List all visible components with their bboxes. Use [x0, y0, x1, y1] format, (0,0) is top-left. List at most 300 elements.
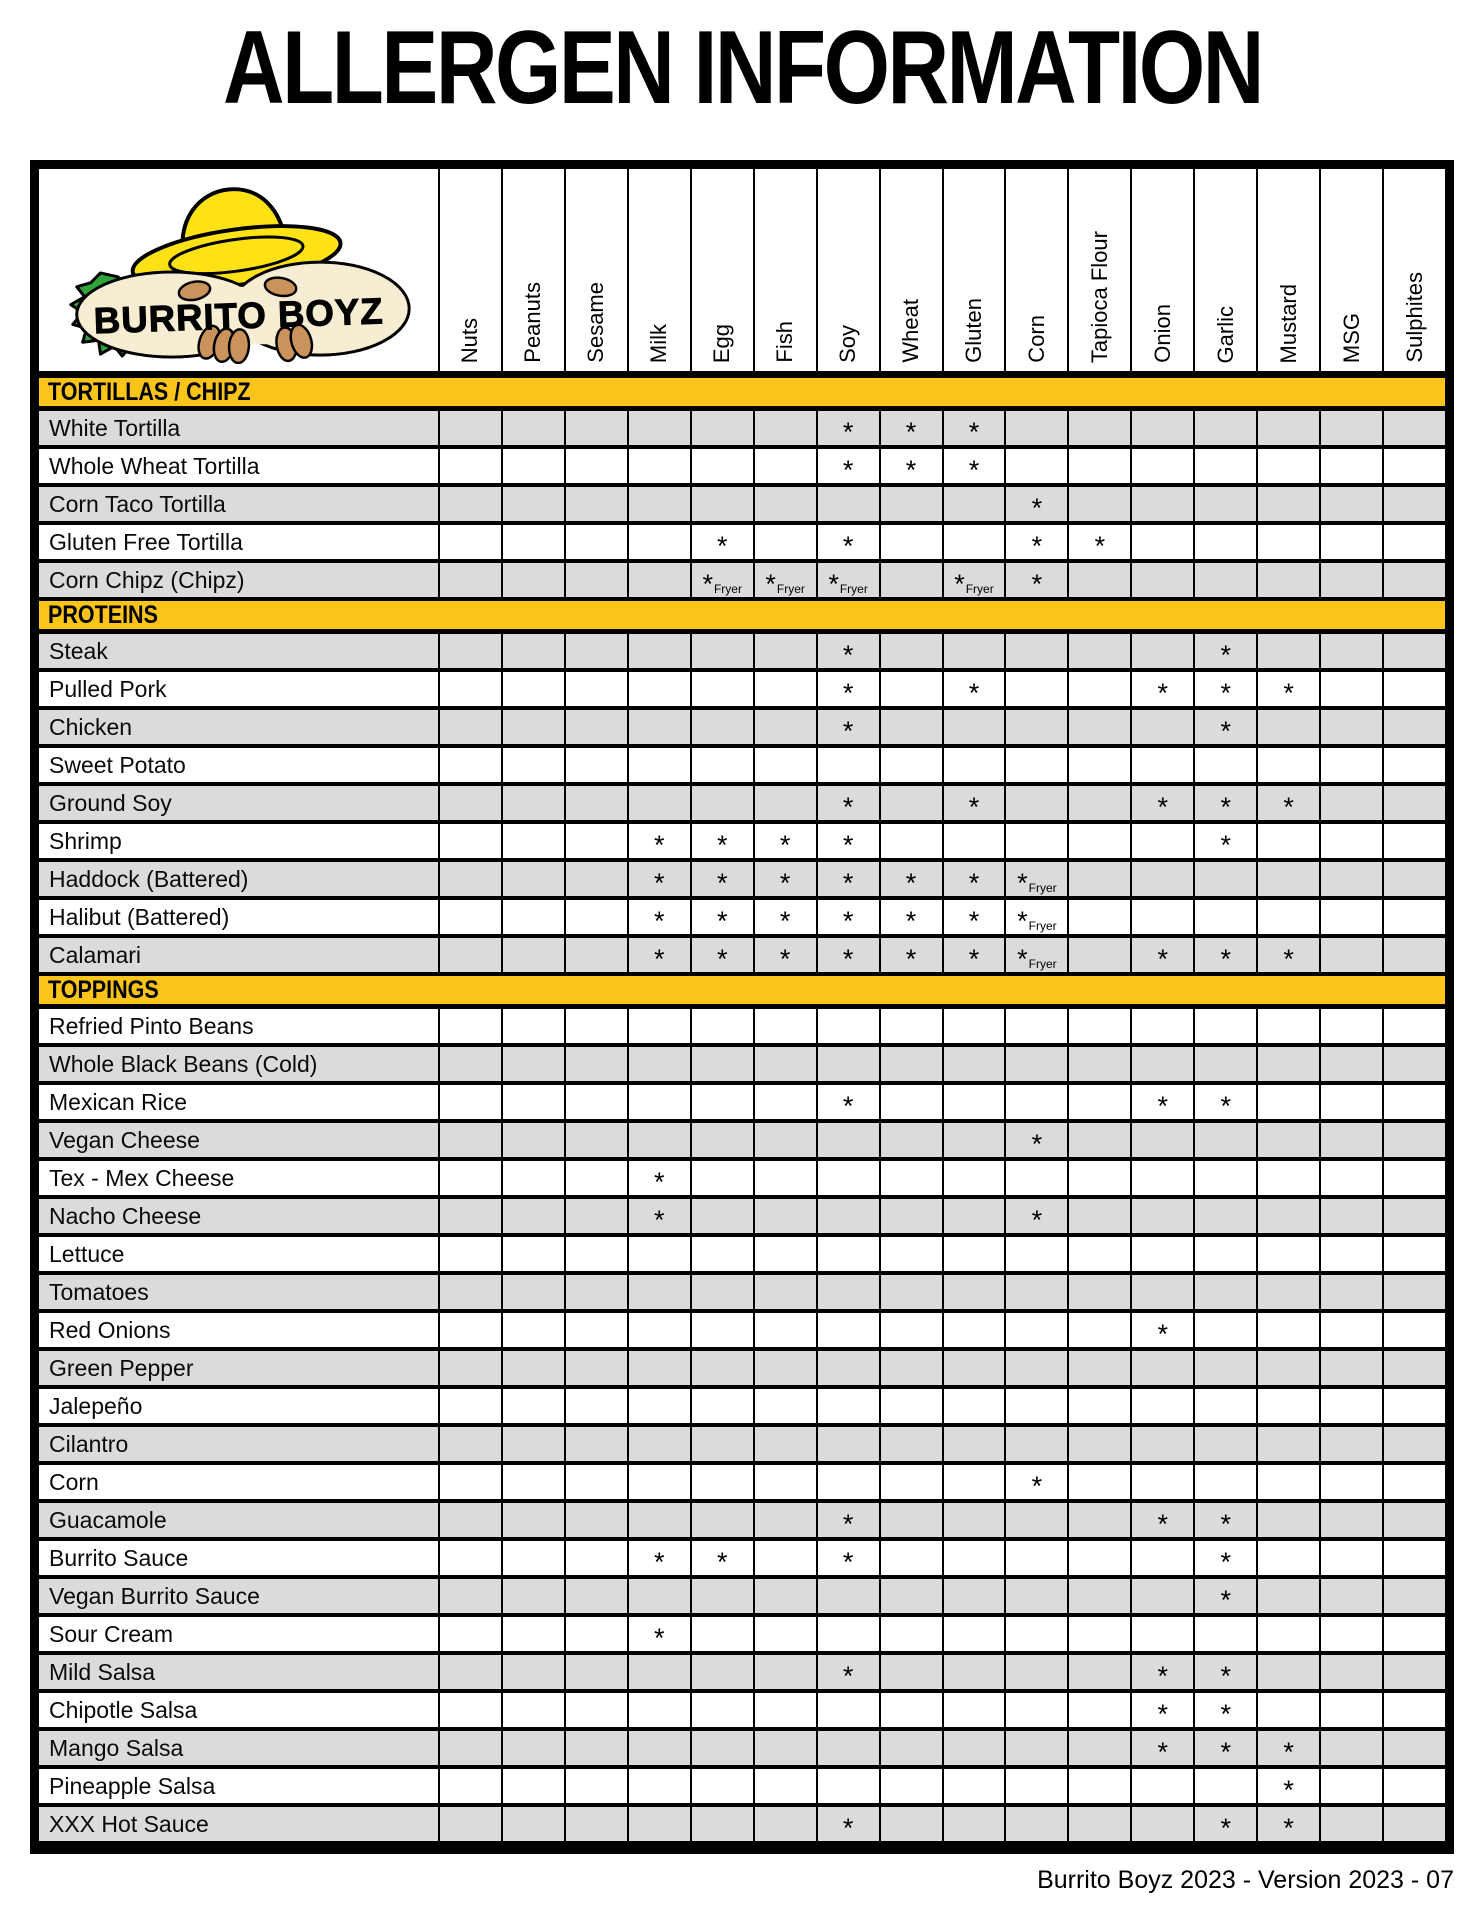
allergen-cell-tapioca-flour: [1069, 672, 1130, 706]
item-label: Vegan Burrito Sauce: [39, 1579, 438, 1613]
allergen-cell-soy: [818, 938, 879, 972]
allergen-cell-mustard: [1258, 1123, 1319, 1157]
allergen-cell-mustard: [1258, 1465, 1319, 1499]
allergen-cell-sulphites: [1384, 1199, 1445, 1233]
allergen-cell-peanuts: [503, 1541, 564, 1575]
allergen-cell-msg: [1321, 1731, 1382, 1765]
allergen-cell-wheat: [881, 487, 942, 521]
allergen-mark: *: [842, 791, 854, 820]
allergen-cell-egg: [692, 563, 753, 597]
allergen-mark: *: [842, 867, 854, 896]
allergen-mark: *: [779, 829, 791, 858]
item-label: Gluten Free Tortilla: [39, 525, 438, 559]
allergen-cell-peanuts: [503, 1769, 564, 1803]
allergen-cell-milk: [629, 1123, 690, 1157]
table-row-lettuce: [39, 1237, 1445, 1275]
allergen-cell-egg: [692, 672, 753, 706]
allergen-cell-milk: [629, 1807, 690, 1841]
allergen-cell-tapioca-flour: [1069, 449, 1130, 483]
allergen-cell-sesame: [566, 1693, 627, 1727]
allergen-cell-wheat: [881, 411, 942, 445]
allergen-cell-garlic: [1195, 1769, 1256, 1803]
column-header-label: Peanuts: [520, 282, 546, 363]
allergen-cell-tapioca-flour: [1069, 1503, 1130, 1537]
table-row-tex-mex-cheese: [39, 1161, 1445, 1199]
allergen-cell-nuts: [440, 1123, 501, 1157]
section-bar-toppings: [39, 976, 1445, 1009]
allergen-cell-gluten: [944, 1807, 1005, 1841]
allergen-cell-tapioca-flour: [1069, 938, 1130, 972]
allergen-cell-milk: [629, 1769, 690, 1803]
allergen-cell-fish: [755, 1465, 816, 1499]
allergen-cell-peanuts: [503, 710, 564, 744]
allergen-cell-fish: [755, 1427, 816, 1461]
allergen-cell-fish: [755, 1009, 816, 1043]
item-label: Ground Soy: [39, 786, 438, 820]
allergen-mark: *: [1031, 492, 1043, 521]
allergen-cell-egg: [692, 1237, 753, 1271]
allergen-cell-sulphites: [1384, 786, 1445, 820]
allergen-cell-mustard: [1258, 634, 1319, 668]
allergen-mark: *: [1220, 1090, 1231, 1119]
allergen-cell-wheat: [881, 824, 942, 858]
table-row-corn-taco-tortilla: [39, 487, 1445, 525]
allergen-cell-milk: [629, 1085, 690, 1119]
allergen-cell-milk: [629, 525, 690, 559]
allergen-mark: *: [779, 943, 791, 972]
allergen-mark: *: [1157, 1698, 1169, 1727]
allergen-mark: *: [842, 1090, 854, 1119]
allergen-cell-sulphites: [1384, 1161, 1445, 1195]
item-label: Halibut (Battered): [39, 900, 438, 934]
allergen-cell-soy: [818, 1465, 879, 1499]
item-label: Chipotle Salsa: [39, 1693, 438, 1727]
allergen-mark: *: [968, 791, 980, 820]
allergen-cell-msg: [1321, 1123, 1382, 1157]
allergen-cell-mustard: [1258, 672, 1319, 706]
table-row-vegan-cheese: [39, 1123, 1445, 1161]
allergen-cell-tapioca-flour: [1069, 1047, 1130, 1081]
allergen-cell-garlic: [1195, 1655, 1256, 1689]
table-row-haddock-battered: [39, 862, 1445, 900]
allergen-cell-fish: [755, 1237, 816, 1271]
allergen-cell-tapioca-flour: [1069, 1541, 1130, 1575]
allergen-cell-mustard: [1258, 786, 1319, 820]
allergen-cell-gluten: [944, 1655, 1005, 1689]
allergen-mark: *: [905, 416, 917, 445]
allergen-cell-sesame: [566, 1009, 627, 1043]
allergen-cell-milk: [629, 862, 690, 896]
allergen-cell-gluten: [944, 1427, 1005, 1461]
allergen-cell-milk: [629, 411, 690, 445]
allergen-cell-sesame: [566, 525, 627, 559]
allergen-cell-nuts: [440, 938, 501, 972]
allergen-cell-gluten: [944, 1389, 1005, 1423]
allergen-cell-corn: [1006, 1769, 1067, 1803]
item-label: Calamari: [39, 938, 438, 972]
allergen-cell-wheat: [881, 1427, 942, 1461]
allergen-cell-sesame: [566, 487, 627, 521]
allergen-mark: *: [1031, 1470, 1043, 1499]
allergen-cell-gluten: [944, 1237, 1005, 1271]
allergen-cell-peanuts: [503, 1655, 564, 1689]
allergen-cell-wheat: [881, 1237, 942, 1271]
column-header-nuts: [440, 169, 501, 371]
fryer-note: Fryer: [965, 582, 994, 596]
allergen-cell-mustard: [1258, 1275, 1319, 1309]
allergen-cell-corn: [1006, 1161, 1067, 1195]
allergen-cell-corn: [1006, 710, 1067, 744]
allergen-cell-nuts: [440, 1275, 501, 1309]
allergen-cell-msg: [1321, 1275, 1382, 1309]
allergen-cell-onion: [1132, 1503, 1193, 1537]
allergen-cell-onion: [1132, 824, 1193, 858]
allergen-mark: *: [1031, 1128, 1043, 1157]
allergen-cell-corn: [1006, 1199, 1067, 1233]
allergen-cell-fish: [755, 1161, 816, 1195]
column-header-corn: [1006, 169, 1067, 371]
item-label: Corn: [39, 1465, 438, 1499]
allergen-mark: *: [716, 943, 728, 972]
table-row-whole-wheat-tortilla: [39, 449, 1445, 487]
allergen-cell-garlic: [1195, 1275, 1256, 1309]
allergen-cell-gluten: [944, 1693, 1005, 1727]
allergen-cell-tapioca-flour: [1069, 1085, 1130, 1119]
allergen-cell-sesame: [566, 449, 627, 483]
item-label: Pineapple Salsa: [39, 1769, 438, 1803]
section-title: [39, 378, 1445, 406]
allergen-cell-corn: [1006, 786, 1067, 820]
allergen-cell-milk: [629, 634, 690, 668]
allergen-cell-egg: [692, 900, 753, 934]
allergen-cell-gluten: [944, 1199, 1005, 1233]
allergen-mark: *: [1283, 1774, 1294, 1803]
allergen-cell-gluten: [944, 1275, 1005, 1309]
allergen-cell-milk: [629, 1351, 690, 1385]
allergen-cell-sesame: [566, 1731, 627, 1765]
item-label: Vegan Cheese: [39, 1123, 438, 1157]
allergen-cell-gluten: [944, 1769, 1005, 1803]
allergen-cell-sulphites: [1384, 862, 1445, 896]
allergen-cell-corn: [1006, 938, 1067, 972]
allergen-cell-egg: [692, 786, 753, 820]
allergen-cell-fish: [755, 1807, 816, 1841]
allergen-cell-peanuts: [503, 1807, 564, 1841]
allergen-cell-onion: [1132, 1313, 1193, 1347]
allergen-cell-fish: [755, 1693, 816, 1727]
allergen-cell-corn: [1006, 862, 1067, 896]
allergen-mark: *: [654, 829, 665, 858]
allergen-mark: *: [905, 867, 917, 896]
allergen-cell-sulphites: [1384, 1389, 1445, 1423]
allergen-cell-egg: [692, 449, 753, 483]
allergen-cell-sulphites: [1384, 1313, 1445, 1347]
allergen-cell-sesame: [566, 1047, 627, 1081]
allergen-cell-msg: [1321, 1161, 1382, 1195]
allergen-cell-sulphites: [1384, 411, 1445, 445]
item-label: Tomatoes: [39, 1275, 438, 1309]
allergen-cell-corn: [1006, 1351, 1067, 1385]
allergen-mark: *: [654, 867, 665, 896]
allergen-cell-garlic: [1195, 449, 1256, 483]
allergen-cell-egg: [692, 525, 753, 559]
allergen-cell-onion: [1132, 411, 1193, 445]
item-label: Cilantro: [39, 1427, 438, 1461]
allergen-cell-sesame: [566, 1313, 627, 1347]
allergen-cell-onion: [1132, 748, 1193, 782]
allergen-cell-mustard: [1258, 710, 1319, 744]
allergen-cell-corn: [1006, 1275, 1067, 1309]
allergen-cell-msg: [1321, 1503, 1382, 1537]
allergen-cell-tapioca-flour: [1069, 1579, 1130, 1613]
allergen-cell-garlic: [1195, 900, 1256, 934]
allergen-cell-msg: [1321, 487, 1382, 521]
brand-logo: [39, 169, 438, 371]
table-row-white-tortilla: [39, 411, 1445, 449]
table-row-vegan-burrito-sauce: [39, 1579, 1445, 1617]
section-title-label: TOPPINGS: [48, 975, 159, 1004]
column-header-label: Sesame: [583, 282, 609, 363]
allergen-cell-fish: [755, 748, 816, 782]
allergen-mark: *: [968, 677, 980, 706]
allergen-mark: *: [1220, 1546, 1231, 1575]
allergen-cell-mustard: [1258, 1047, 1319, 1081]
allergen-mark: *: [1220, 1584, 1231, 1613]
allergen-cell-egg: [692, 1693, 753, 1727]
allergen-mark: *: [1031, 530, 1043, 559]
allergen-mark: *: [842, 943, 854, 972]
section-title-label: PROTEINS: [48, 600, 158, 629]
allergen-cell-wheat: [881, 1161, 942, 1195]
allergen-mark: *: [842, 1546, 854, 1575]
allergen-cell-fish: [755, 938, 816, 972]
allergen-mark: *: [1220, 1508, 1231, 1537]
column-header-tapioca-flour: [1069, 169, 1130, 371]
allergen-mark: *: [1157, 1736, 1169, 1765]
allergen-cell-egg: [692, 1769, 753, 1803]
item-label: Jalepeño: [39, 1389, 438, 1423]
allergen-cell-tapioca-flour: [1069, 1655, 1130, 1689]
allergen-cell-onion: [1132, 786, 1193, 820]
allergen-cell-wheat: [881, 1085, 942, 1119]
allergen-cell-soy: [818, 1655, 879, 1689]
table-row-corn-chipz-chipz: [39, 563, 1445, 601]
allergen-cell-milk: [629, 1541, 690, 1575]
allergen-cell-egg: [692, 1313, 753, 1347]
allergen-cell-gluten: [944, 1009, 1005, 1043]
allergen-mark: *: [716, 867, 728, 896]
column-header-label: Gluten: [960, 298, 986, 363]
allergen-cell-msg: [1321, 1009, 1382, 1043]
allergen-cell-onion: [1132, 710, 1193, 744]
allergen-cell-wheat: [881, 786, 942, 820]
allergen-cell-gluten: [944, 525, 1005, 559]
allergen-cell-onion: [1132, 1617, 1193, 1651]
allergen-mark: *: [1283, 1736, 1294, 1765]
allergen-cell-peanuts: [503, 1275, 564, 1309]
allergen-cell-peanuts: [503, 824, 564, 858]
allergen-cell-tapioca-flour: [1069, 1351, 1130, 1385]
allergen-cell-soy: [818, 786, 879, 820]
allergen-cell-nuts: [440, 1541, 501, 1575]
allergen-cell-onion: [1132, 487, 1193, 521]
allergen-cell-soy: [818, 1617, 879, 1651]
allergen-mark: *: [654, 905, 665, 934]
allergen-mark: *: [654, 1204, 665, 1233]
column-header-soy: [818, 169, 879, 371]
allergen-cell-egg: [692, 1617, 753, 1651]
allergen-cell-tapioca-flour: [1069, 1199, 1130, 1233]
allergen-cell-sulphites: [1384, 1503, 1445, 1537]
allergen-cell-gluten: [944, 862, 1005, 896]
table-header-row: [39, 169, 1445, 378]
allergen-cell-tapioca-flour: [1069, 634, 1130, 668]
allergen-cell-wheat: [881, 1693, 942, 1727]
allergen-cell-sulphites: [1384, 672, 1445, 706]
allergen-cell-sulphites: [1384, 1655, 1445, 1689]
allergen-cell-nuts: [440, 1313, 501, 1347]
allergen-cell-sulphites: [1384, 1047, 1445, 1081]
allergen-cell-tapioca-flour: [1069, 710, 1130, 744]
page-title: ALLERGEN INFORMATION: [222, 10, 1262, 126]
allergen-cell-corn: [1006, 1047, 1067, 1081]
allergen-cell-sesame: [566, 824, 627, 858]
column-header-fish: [755, 169, 816, 371]
allergen-cell-corn: [1006, 1389, 1067, 1423]
allergen-cell-mustard: [1258, 563, 1319, 597]
allergen-cell-garlic: [1195, 1047, 1256, 1081]
allergen-mark: *: [1220, 677, 1231, 706]
allergen-cell-soy: [818, 824, 879, 858]
allergen-cell-wheat: [881, 563, 942, 597]
table-row-sour-cream: [39, 1617, 1445, 1655]
allergen-cell-sulphites: [1384, 1351, 1445, 1385]
column-header-label: Soy: [835, 325, 861, 363]
allergen-cell-egg: [692, 1579, 753, 1613]
allergen-mark: *: [1220, 1812, 1231, 1841]
allergen-cell-onion: [1132, 1123, 1193, 1157]
allergen-cell-fish: [755, 487, 816, 521]
column-header-garlic: [1195, 169, 1256, 371]
allergen-cell-msg: [1321, 1807, 1382, 1841]
allergen-cell-soy: [818, 487, 879, 521]
allergen-cell-mustard: [1258, 1655, 1319, 1689]
allergen-cell-peanuts: [503, 634, 564, 668]
allergen-cell-gluten: [944, 1465, 1005, 1499]
allergen-cell-mustard: [1258, 1389, 1319, 1423]
allergen-cell-corn: [1006, 1655, 1067, 1689]
allergen-cell-wheat: [881, 1617, 942, 1651]
allergen-cell-sulphites: [1384, 824, 1445, 858]
fryer-note: Fryer: [1028, 881, 1057, 895]
allergen-cell-corn: [1006, 672, 1067, 706]
allergen-cell-corn: [1006, 824, 1067, 858]
allergen-cell-fish: [755, 525, 816, 559]
allergen-cell-garlic: [1195, 1199, 1256, 1233]
allergen-cell-msg: [1321, 748, 1382, 782]
allergen-cell-soy: [818, 1579, 879, 1613]
column-header-peanuts: [503, 169, 564, 371]
allergen-cell-mustard: [1258, 1085, 1319, 1119]
allergen-cell-sesame: [566, 1465, 627, 1499]
allergen-cell-peanuts: [503, 900, 564, 934]
allergen-cell-gluten: [944, 563, 1005, 597]
allergen-cell-peanuts: [503, 1427, 564, 1461]
allergen-mark: *: [842, 1812, 854, 1841]
allergen-cell-sesame: [566, 1807, 627, 1841]
column-header-label: Nuts: [457, 317, 483, 363]
allergen-cell-soy: [818, 1237, 879, 1271]
allergen-cell-tapioca-flour: [1069, 1693, 1130, 1727]
allergen-cell-gluten: [944, 1085, 1005, 1119]
allergen-mark: *: [1017, 943, 1028, 972]
fryer-note: Fryer: [713, 582, 742, 596]
allergen-cell-onion: [1132, 1579, 1193, 1613]
allergen-cell-corn: [1006, 1617, 1067, 1651]
allergen-cell-sulphites: [1384, 1807, 1445, 1841]
allergen-mark: *: [702, 568, 713, 597]
allergen-cell-milk: [629, 1389, 690, 1423]
allergen-cell-garlic: [1195, 1579, 1256, 1613]
allergen-mark: *: [1283, 943, 1294, 972]
allergen-cell-egg: [692, 1009, 753, 1043]
allergen-cell-nuts: [440, 1085, 501, 1119]
allergen-cell-msg: [1321, 634, 1382, 668]
allergen-cell-wheat: [881, 1579, 942, 1613]
allergen-cell-sesame: [566, 1275, 627, 1309]
allergen-cell-peanuts: [503, 449, 564, 483]
allergen-cell-mustard: [1258, 1579, 1319, 1613]
allergen-cell-sesame: [566, 1161, 627, 1195]
allergen-mark: *: [716, 829, 728, 858]
allergen-cell-egg: [692, 1389, 753, 1423]
allergen-cell-fish: [755, 1541, 816, 1575]
table-row-guacamole: [39, 1503, 1445, 1541]
allergen-cell-fish: [755, 1617, 816, 1651]
allergen-cell-milk: [629, 1579, 690, 1613]
allergen-cell-peanuts: [503, 862, 564, 896]
allergen-cell-soy: [818, 1085, 879, 1119]
allergen-cell-garlic: [1195, 1351, 1256, 1385]
allergen-cell-onion: [1132, 1465, 1193, 1499]
burrito-boyz-mascot-icon: [60, 176, 418, 364]
item-label: Haddock (Battered): [39, 862, 438, 896]
allergen-cell-tapioca-flour: [1069, 748, 1130, 782]
allergen-mark: *: [842, 1660, 854, 1689]
allergen-mark: *: [1157, 943, 1169, 972]
allergen-cell-gluten: [944, 824, 1005, 858]
allergen-cell-nuts: [440, 563, 501, 597]
allergen-cell-fish: [755, 824, 816, 858]
allergen-cell-corn: [1006, 1541, 1067, 1575]
allergen-cell-onion: [1132, 1085, 1193, 1119]
allergen-cell-fish: [755, 1047, 816, 1081]
allergen-cell-msg: [1321, 862, 1382, 896]
table-row-tomatoes: [39, 1275, 1445, 1313]
allergen-cell-gluten: [944, 634, 1005, 668]
item-label: Nacho Cheese: [39, 1199, 438, 1233]
allergen-cell-nuts: [440, 1427, 501, 1461]
allergen-cell-sulphites: [1384, 1123, 1445, 1157]
allergen-cell-gluten: [944, 710, 1005, 744]
allergen-cell-nuts: [440, 786, 501, 820]
allergen-cell-garlic: [1195, 1731, 1256, 1765]
allergen-mark: *: [1220, 1698, 1231, 1727]
allergen-cell-wheat: [881, 1465, 942, 1499]
allergen-cell-soy: [818, 1047, 879, 1081]
allergen-cell-msg: [1321, 900, 1382, 934]
allergen-mark: *: [1031, 1204, 1043, 1233]
